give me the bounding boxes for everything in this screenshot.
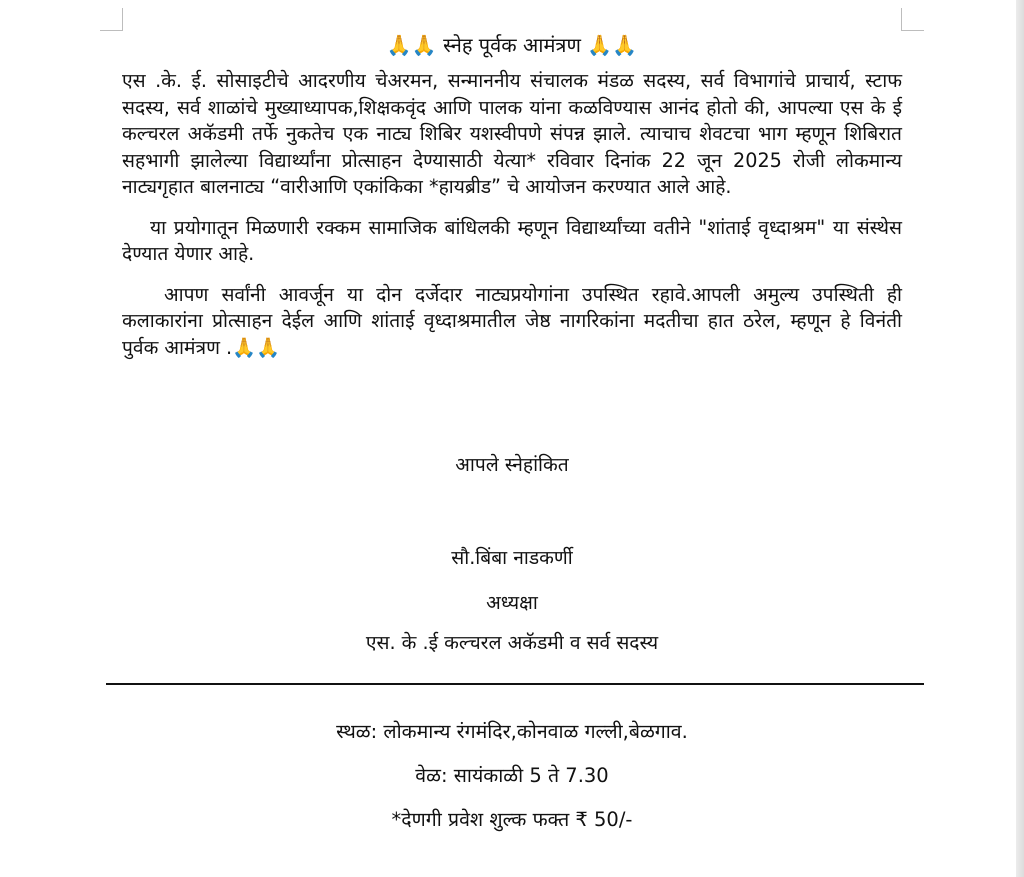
paragraph-announcement: एस .के. ई. सोसाइटीचे आदरणीय चेअरमन, सन्माननीय संचालक मंडळ सदस्य, सर्व विभागांचे प्राचार्य, स्टाफ सदस्य, सर्व शाळांचे मुख्याध्यापक,शिक्षकवृंद आणि पालक यांना कळविण्यास आनंद होतो की, आपल्या एस के ई कल्चरल अकॅडमी तर्फे नुकतेच एक नाट्य शिबिर यशस्वीपणे संपन्न झाले. त्याचाच शेवटचा भाग म्हणून शिबिरात सहभागी झालेल्या विद्यार्थ्यांना प्रोत्साहन देण्यासाठी येत्या* रविवार दिनांक 22 जून 2025 रोजी लोकमान्य नाट्यगृहात बालनाट्य “वारीआणि एकांकिका *हायब्रीड” चे आयोजन करण्यात आले आहे. [122, 69, 902, 198]
entry-fee: *देणगी प्रवेश शुल्क फक्त ₹ 50/- [391, 808, 633, 831]
divider-line [106, 683, 924, 685]
crop-mark-top-left [100, 8, 123, 31]
document-body [122, 30, 902, 361]
invitation-title: 🙏🙏 स्नेह पूर्वक आमंत्रण 🙏🙏 [386, 33, 638, 57]
signer-role: अध्यक्षा [486, 591, 538, 614]
crop-mark-top-right [901, 8, 924, 31]
paragraph-request: आपण सर्वांनी आवर्जून या दोन दर्जेदार नाट्यप्रयोगांना उपस्थित रहावे.आपली अमुल्य उपस्थिती ही कलाकारांना प्रोत्साहन देईल आणि शांताई वृध्दाश्रमातील जेष्ठ नागरिकांना मदतीचा हात ठरेल, म्हणून हे विनंती पुर्वक आमंत्रण .🙏🙏 [122, 282, 903, 359]
signer-organization: एस. के .ई कल्चरल अकॅडमी व सर्व सदस्य [365, 631, 659, 654]
event-venue: स्थळ: लोकमान्य रंगमंदिर,कोनवाळ गल्ली,बेळगाव. [336, 720, 688, 743]
closing-line: आपले स्नेहांकित [455, 453, 569, 476]
paragraph-donation: या प्रयोगातून मिळणारी रक्कम सामाजिक बांधिलकी म्हणून विद्यार्थ्यांच्या वतीने "शांताई वृध्दाश्रम" या संस्थेस देण्यात येणार आहे. [122, 215, 902, 265]
page-edge [1016, 0, 1024, 877]
signer-name: सौ.बिंबा नाडकर्णी [451, 546, 573, 569]
event-time: वेळ: सायंकाळी 5 ते 7.30 [415, 764, 609, 787]
